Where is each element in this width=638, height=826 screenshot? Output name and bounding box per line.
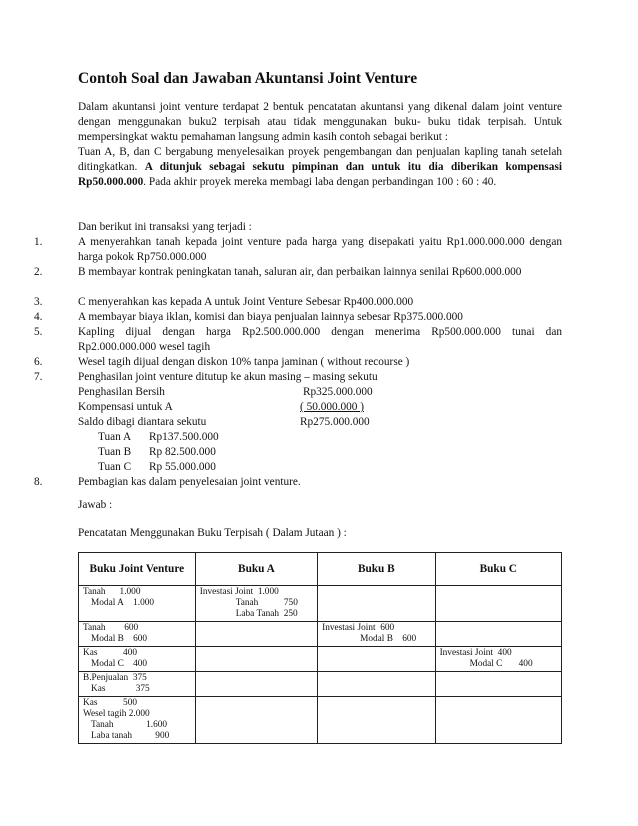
item-number: 1.: [34, 236, 43, 248]
account-amount: 400: [133, 659, 148, 669]
column-header: Buku A: [195, 553, 317, 586]
saldo-label: Saldo dibagi diantara sekutu: [78, 416, 207, 428]
jawab-label: Jawab :: [78, 499, 113, 511]
page-title: Contoh Soal dan Jawaban Akuntansi Joint Venture: [78, 70, 418, 87]
account-name: Modal B: [91, 634, 124, 644]
penghasilan-label: Penghasilan Bersih: [78, 386, 165, 398]
account-amount: 1.000: [133, 598, 155, 608]
table-cell: [79, 586, 196, 622]
account-name: Modal B: [360, 634, 393, 644]
table-cell: [195, 622, 317, 647]
item-number: 7.: [34, 371, 43, 383]
kompensasi-label: Kompensasi untuk A: [78, 401, 173, 413]
transaction-item: B membayar kontrak peningkatan tanah, saluran air, dan perbaikan lainnya senilai Rp600.000.000: [78, 266, 522, 278]
account-amount: 400: [518, 659, 533, 669]
table-cell: [195, 697, 317, 744]
table-cell: [435, 672, 561, 697]
account-amount: 375: [135, 684, 150, 694]
account-amount: 400: [497, 648, 512, 658]
table-cell: [318, 586, 435, 622]
table-row: [79, 622, 562, 647]
kompensasi-value: [300, 400, 364, 415]
item-number: 8.: [34, 476, 43, 488]
transaction-item: A menyerahkan tanah kepada joint venture pada harga yang disepakati yaitu Rp1.000.000.000 dengan harga pokok Rp750.000.000: [78, 236, 562, 263]
account-amount: 600: [402, 634, 417, 644]
table-cell: [79, 672, 196, 697]
account-name: Laba tanah: [91, 731, 133, 741]
table-row: [79, 586, 562, 622]
table-cell: [195, 586, 317, 622]
account-name: Investasi Joint: [439, 648, 494, 658]
account-amount: 375: [132, 673, 147, 683]
intro-p2-text: Tuan A, B, dan C bergabung menyelesaikan proyek pengembangan dan penjualan kapling tanah setelah ditingkatkan.: [78, 146, 562, 173]
table-cell: [318, 672, 435, 697]
table-cell: [435, 697, 561, 744]
table-cell: [195, 672, 317, 697]
share-name: Tuan B: [98, 446, 132, 458]
account-amount: 1.000: [119, 587, 141, 597]
account-name: Investasi Joint: [199, 587, 254, 597]
table-cell: [79, 622, 196, 647]
account-name: B.Penjualan: [83, 673, 129, 683]
account-amount: 600: [133, 634, 148, 644]
table-header-row: [79, 553, 562, 586]
account-amount: 900: [155, 731, 170, 741]
share-value: Rp137.500.000: [149, 431, 219, 443]
account-name: Tanah: [83, 587, 106, 597]
account-name: Wesel tagih: [83, 709, 127, 719]
account-name: Modal C: [469, 659, 503, 669]
transactions-intro: Dan berikut ini transaksi yang terjadi :: [78, 221, 252, 233]
intro-p2-bold: A ditunjuk sebagai sekutu pimpinan dan untuk itu dia diberikan kompensasi Rp50.000.000: [78, 161, 562, 188]
transaction-item: C menyerahkan kas kepada A untuk Joint Venture Sebesar Rp400.000.000: [78, 296, 414, 308]
column-header: Buku B: [318, 553, 435, 586]
item-number: 5.: [34, 326, 43, 338]
account-amount: 600: [380, 623, 395, 633]
share-value: Rp 55.000.000: [149, 461, 216, 473]
account-name: Kas: [83, 698, 98, 708]
table-cell: [318, 647, 435, 672]
item-number: 2.: [34, 266, 43, 278]
account-amount: 400: [123, 648, 137, 658]
account-amount: 600: [124, 623, 139, 633]
intro-paragraph-1: Dalam akuntansi joint venture terdapat 2 bentuk pencatatan akuntansi yang dikenal dalam joint venture dengan menggunakan buku2 terpisah atau tidak menggunakan buku- buku tidak terpisah. Untuk mempersingkat waktu pemahaman langsung admin kasih contoh sebagai berikut :: [78, 101, 562, 143]
account-name: Modal A: [91, 598, 124, 608]
transaction-item: Wesel tagih dijual dengan diskon 10% tanpa jaminan ( without recourse ): [78, 356, 410, 368]
table-cell: [318, 622, 435, 647]
table-cell: [435, 586, 561, 622]
column-header: Buku C: [435, 553, 561, 586]
item-number: 4.: [34, 311, 43, 323]
table-cell: [79, 647, 196, 672]
account-name: Tanah: [91, 720, 114, 730]
transaction-item: A membayar biaya iklan, komisi dan biaya penjualan lainnya sebesar Rp375.000.000: [78, 311, 463, 323]
account-amount: 1.000: [257, 587, 279, 597]
item-number: 3.: [34, 296, 43, 308]
account-amount: 750: [283, 598, 298, 608]
transaction-item: Penghasilan joint venture ditutup ke akun masing – masing sekutu: [78, 371, 378, 383]
transaction-item: Kapling dijual dengan harga Rp2.500.000.000 dengan menerima Rp500.000.000 tunai dan Rp2.000.000.000 wesel tagih: [78, 326, 562, 353]
account-amount: 2.000: [128, 709, 150, 719]
saldo-value: Rp275.000.000: [300, 416, 370, 428]
table-cell: [79, 697, 196, 744]
account-name: Investasi Joint: [322, 623, 376, 633]
journal-table: [78, 552, 562, 744]
account-name: Laba Tanah: [235, 609, 280, 619]
account-name: Modal C: [91, 659, 124, 669]
table-cell: [435, 647, 561, 672]
share-value: Rp 82.500.000: [149, 446, 216, 458]
column-header: Buku Joint Venture: [79, 553, 196, 586]
intro-p2-end: . Pada akhir proyek mereka membagi laba dengan perbandingan 100 : 60 : 40.: [143, 176, 497, 188]
share-name: Tuan A: [98, 431, 132, 443]
table-cell: [318, 697, 435, 744]
pencatatan-heading: Pencatatan Menggunakan Buku Terpisah ( Dalam Jutaan ) :: [78, 527, 347, 539]
account-name: Kas: [91, 684, 106, 694]
table-cell: [435, 622, 561, 647]
penghasilan-value: Rp325.000.000: [303, 386, 373, 398]
account-name: Tanah: [235, 598, 259, 608]
table-cell: [195, 647, 317, 672]
table-row: [79, 697, 562, 744]
kompensasi-amount: ( 50.000.000 ): [300, 401, 365, 413]
account-name: Kas: [83, 648, 98, 658]
transaction-item: Pembagian kas dalam penyelesaian joint venture.: [78, 476, 301, 488]
account-amount: 250: [283, 609, 298, 619]
table-row: [79, 672, 562, 697]
intro-paragraph-2: [78, 145, 562, 190]
table-row: [79, 647, 562, 672]
account-amount: 500: [123, 698, 137, 708]
share-name: Tuan C: [98, 461, 132, 473]
item-number: 6.: [34, 356, 43, 368]
account-name: Tanah: [83, 623, 106, 633]
account-amount: 1.600: [146, 720, 168, 730]
